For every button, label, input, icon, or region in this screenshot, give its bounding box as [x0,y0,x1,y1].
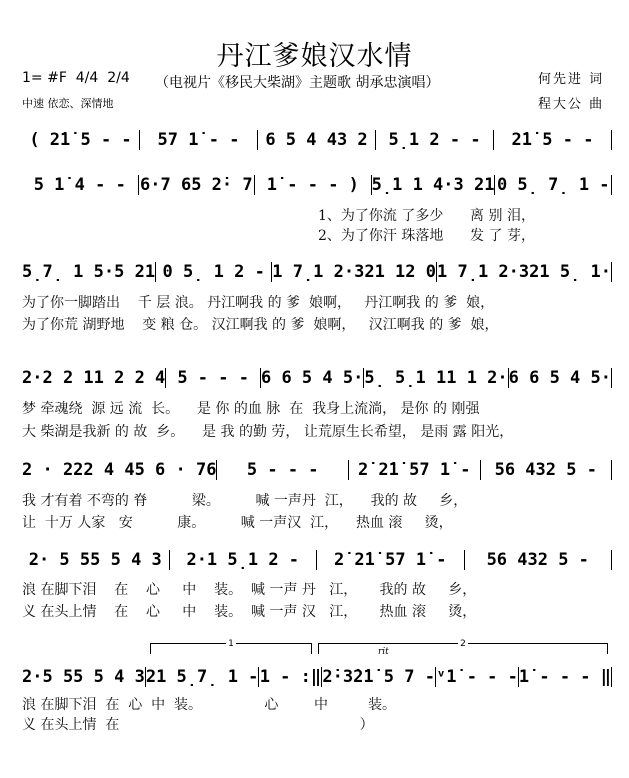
volta-bracket-2: 2 [318,643,608,654]
measure: 5̣1 2 - - [388,130,481,150]
measure: 2̇ 2̇1̇ 57 1̇ - [333,550,447,570]
measure: 57 1̇ - - [157,130,240,150]
lyric-line-verse-1: 1、为了你流 了多少 离 别 泪， [318,208,535,224]
measure: 5̣1 1 4·3 21 [371,175,495,195]
barline [611,175,612,195]
lyric-line-verse-2: 义 在头上情 在 ） [22,717,374,733]
measure: 2·1 5̣1 2 - [186,550,300,570]
barline [611,460,612,480]
measure: 1̇ - - - ‖ [518,667,611,687]
measure: 6 5 4 43 2 [265,130,368,150]
measure: ᵛ1̇ - - - [435,667,518,687]
measure: 5 - - - [246,460,319,480]
measure: 2̇1̇ 5 - - [511,130,594,150]
measure: 1 7̣1 2·321 12 0 [272,262,436,282]
staff-row [22,667,612,687]
volta-bracket-1: 1 [150,643,312,654]
measure: 56 432 5 - [494,460,597,480]
measure: 6·7 65 2̇· 7 [140,175,253,195]
measure: ( 2̇1̇ 5 - - [29,130,132,150]
measure: 2̇ 2̇1̇ 57 1̇ - [357,460,471,480]
lyric-line-verse-1: 梦 牵魂绕 源 远 流 长。 是 你 的血 脉 在 我身上流淌， 是你 的 刚强 [22,401,480,417]
measure: 2 · 222 4 45 6 · 76 [22,460,217,480]
measure: 2·5 55 5 4 3 [22,667,145,687]
measure: 1 7̣1 2·321 5̣ 1· [437,262,611,282]
lyric-line-verse-1: 浪 在脚下泪 在 心 中 装。 心 中 装。 [22,697,397,713]
staff-row [22,130,612,150]
measure: 21 5̣7̣ 1 - [145,667,259,687]
measure: 1̇ - - - ) [266,175,359,195]
barline [611,667,612,687]
barline [611,262,612,282]
measure: 0 5̣ 1 2 - [162,262,265,282]
lyricist: 何先进 词 [538,72,605,87]
measure: 2·2 2 11 2 2 4 [22,368,166,388]
ritardando-marking: rit [378,647,389,657]
measure: 2· 5 55 5 4 3 [28,550,162,570]
measure: 0 5̣ 7̣ 1 - [496,175,610,195]
composer: 程大公 曲 [538,97,605,112]
measure: 56 432 5 - [486,550,589,570]
staff-row [22,262,612,282]
lyric-line-verse-1: 浪 在脚下泪 在 心 中 装。 喊 一声 丹 江， 我的 故 乡， [22,582,477,598]
measure: 5 1̇ 4 - - [33,175,126,195]
measure: 1 - :‖ [259,667,322,687]
staff-row [22,175,612,195]
lyric-line-verse-2: 义 在头上情 在 心 中 装。 喊 一声 汉 江， 热血 滚 烫， [22,604,477,620]
staff-row [22,368,612,388]
barline [611,368,612,388]
subtitle: （电视片《移民大柴湖》主题歌 胡承忠演唱） [155,75,440,91]
measure: 2̇·3̇2̇1̇ 5 7 - [322,667,435,687]
measure: 6 6 5 4 5· [260,368,364,388]
lyric-line-verse-1: 为了你一脚踏出 千 层 浪。 丹江啊我 的 爹 娘啊， 丹江啊我 的 爹 娘， [22,295,495,311]
lyric-line-verse-2: 让 十万 人家 安 康。 喊 一声汉 江， 热血 滚 烫， [22,515,453,531]
barline [611,550,612,570]
measure: 6 6 5 4 5· [508,368,611,388]
lyric-line-verse-2: 大 柴湖是我新 的 故 乡。 是 我 的勤 劳， 让荒原生长希望， 是雨 露 阳光， [22,424,514,440]
song-title: 丹江爹娘汉水情 [216,41,413,72]
staff-row [22,550,612,570]
staff-row [22,460,612,480]
key-signature: 1= #F 4/4 2/4 [22,70,130,86]
tempo-marking: 中速 依恋、深情地 [22,97,114,110]
measure: 5̣7̣ 1 5·5 21 [22,262,156,282]
barline [611,130,612,150]
lyric-line-verse-2: 为了你荒 湖野地 变 粮 仓。 汉江啊我 的 爹 娘啊， 汉江啊我 的 爹 娘， [22,317,499,333]
measure: 5 - - - [177,368,249,388]
measure: 5̣ 5̣1 11 1 2· [364,368,508,388]
lyric-line-verse-2: 2、为了你汗 珠落地 发 了 芽， [318,228,535,244]
lyric-line-verse-1: 我 才有着 不弯的 脊 梁。 喊 一声丹 江， 我的 故 乡， [22,493,468,509]
